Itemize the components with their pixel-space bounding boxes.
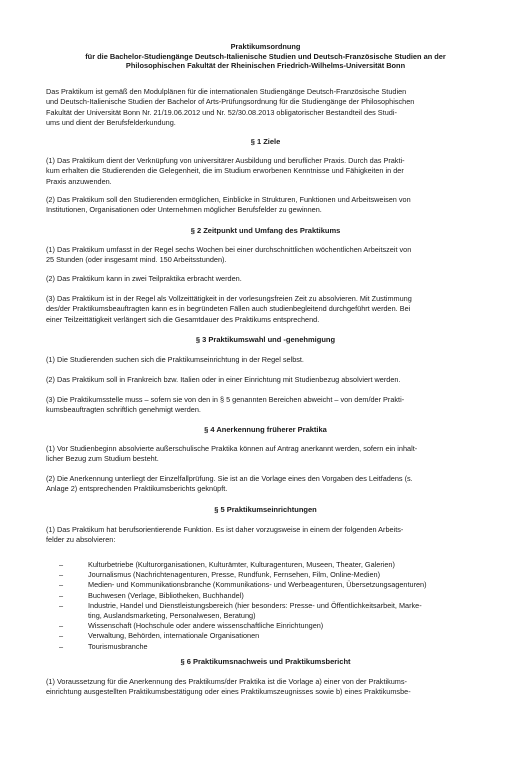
- section-4-paragraph-1: [46, 444, 485, 465]
- text-line: licher Bezug zum Studium besteht.: [46, 454, 159, 464]
- dash-bullet: –: [59, 560, 64, 569]
- section-2-paragraph-2: [46, 274, 485, 284]
- list-item: [46, 601, 485, 621]
- section-1-paragraph-2: [46, 195, 485, 216]
- list-item-text: Medien- und Kommunikationsbranche (Kommunikations- und Werbeagenturen, Übersetzungsagenturen): [88, 580, 427, 590]
- list-item: [46, 631, 485, 641]
- section-6-heading: § 6 Praktikumsnachweis und Praktikumsbericht: [180, 657, 351, 666]
- list-item: [46, 621, 485, 631]
- list-item-text: Journalismus (Nachrichtenagenturen, Presse, Rundfunk, Fernsehen, Film, Online-Medien): [88, 570, 381, 580]
- text-line: (2) Das Praktikum kann in zwei Teilpraktika erbracht werden.: [46, 274, 242, 283]
- text-line: felder zu absolvieren:: [46, 535, 116, 545]
- section-1-heading: § 1 Ziele: [250, 137, 281, 146]
- title-line-3: Philosophischen Fakultät der Rheinischen Friedrich-Wilhelms-Universität Bonn: [125, 61, 406, 71]
- text-line: Das Praktikum ist gemäß den Modulplänen für die internationalen Studiengänge Deutsch-Französische Studien: [46, 87, 407, 96]
- dash-bullet: –: [59, 570, 64, 580]
- text-line: Praxis anzuwenden.: [46, 176, 112, 186]
- title-line-2: für die Bachelor-Studiengänge Deutsch-Italienische Studien und Deutsch-Französische Studien an der: [85, 51, 446, 61]
- text-line: 25 Stunden (oder insgesamt mind. 150 Arbeitsstunden).: [46, 255, 227, 265]
- text-line: ums und dient der Berufsfelderkundung.: [46, 118, 176, 128]
- section-3-paragraph-2: [46, 375, 485, 385]
- list-item-text: Wissenschaft (Hochschule oder andere wissenschaftliche Einrichtungen): [88, 621, 324, 631]
- text-line: kum erhalten die Studierenden die Gelegenheit, die im Studium erworbenen Kenntnisse und Fähigkeiten in der: [46, 166, 404, 176]
- text-line: einer Teilzeittätigkeit verlängert sich die Gesamtdauer des Praktikums entsprechend.: [46, 314, 320, 324]
- text-line: (3) Das Praktikum ist in der Regel als Vollzeittätigkeit in der vorlesungsfreien Zeit zu absolvieren. Mit Zustimmung: [46, 294, 412, 303]
- text-line: des/der Praktikumsbeauftragten kann es in begründeten Fällen auch studienbegleitend durchgeführt werden. Bei: [46, 304, 411, 314]
- section-2-heading: § 2 Zeitpunkt und Umfang des Praktikums: [190, 226, 341, 235]
- section-3-paragraph-3: [46, 395, 485, 416]
- list-item-continuation: ting, Auslandsmarketing, Personalwesen, Beratung): [88, 611, 256, 621]
- list-item: [46, 560, 485, 570]
- text-line: (3) Die Praktikumsstelle muss – sofern sie von den in § 5 genannten Bereichen abweicht – von dem/der Prakti-: [46, 395, 405, 404]
- text-line: und Deutsch-Italienische Studien der Bachelor of Arts-Prüfungsordnung für die Studiengänge der Philosophischen: [46, 97, 415, 107]
- text-line: (2) Das Praktikum soll den Studierenden ermöglichen, Einblicke in Strukturen, Funktionen und Arbeitsweisen von: [46, 195, 411, 204]
- list-item-text: Verwaltung, Behörden, internationale Organisationen: [88, 631, 260, 641]
- list-item-text: Industrie, Handel und Dienstleistungsbereich (hier besonders: Presse- und Öffentlichkeitsarbeit, Marke-: [88, 600, 422, 610]
- document-title: [46, 42, 485, 71]
- text-line: Fakultät der Universität Bonn Nr. 21/19.06.2012 und Nr. 52/30.08.2013 obligatorischer Bestandteil des Studi-: [46, 107, 397, 117]
- dash-bullet: –: [59, 590, 64, 600]
- list-item-text: Kulturbetriebe (Kulturorganisationen, Kulturämter, Kulturagenturen, Museen, Theater, Galerien): [88, 560, 395, 569]
- list-item: [46, 591, 485, 601]
- section-3-paragraph-1: [46, 355, 485, 365]
- text-line: (1) Vor Studienbeginn absolvierte außerschulische Praktika können auf Antrag anerkannt werden, sofern ein inhalt-: [46, 444, 418, 453]
- list-item: [46, 580, 485, 590]
- section-2-paragraph-3: [46, 294, 485, 325]
- text-line: einrichtung ausgestellten Praktikumsbestätigung oder eines Praktikumszeugnisses sowie b) eines Praktikumsbe-: [46, 687, 411, 697]
- section-1-paragraph-1: [46, 156, 485, 187]
- title-line-1: Praktikumsordnung: [230, 42, 301, 51]
- dash-bullet: –: [59, 621, 64, 631]
- text-line: Institutionen, Organisationen oder Unternehmen möglicher Berufsfelder zu gewinnen.: [46, 205, 322, 215]
- text-line: kumsbeauftragten schriftlich genehmigt werden.: [46, 405, 201, 415]
- text-line: (1) Die Studierenden suchen sich die Praktikumseinrichtung in der Regel selbst.: [46, 355, 304, 364]
- dash-bullet: –: [59, 641, 64, 651]
- list-item: [46, 570, 485, 580]
- section-5-heading: § 5 Praktikumseinrichtungen: [214, 505, 317, 514]
- text-line: (2) Das Praktikum soll in Frankreich bzw. Italien oder in einer Einrichtung mit Studienbezug absolviert werden.: [46, 375, 401, 384]
- list-item-text: Buchwesen (Verlage, Bibliotheken, Buchhandel): [88, 590, 244, 600]
- list-item: [46, 642, 485, 652]
- list-item-text: Tourismusbranche: [88, 641, 148, 651]
- dash-bullet: –: [59, 631, 64, 641]
- text-line: (1) Voraussetzung für die Anerkennung des Praktikums/der Praktika ist die Vorlage a) einer von der Praktikums-: [46, 677, 407, 686]
- text-line: (1) Das Praktikum umfasst in der Regel sechs Wochen bei einer durchschnittlichen wöchentlichen Arbeitszeit von: [46, 245, 412, 254]
- section-6-paragraph-1: [46, 677, 485, 698]
- section-2-paragraph-1: [46, 245, 485, 266]
- dash-bullet: –: [59, 580, 64, 590]
- intro-paragraph: [46, 87, 485, 129]
- dash-bullet: –: [59, 600, 64, 610]
- section-5-paragraph-1: [46, 525, 485, 546]
- text-line: (1) Das Praktikum dient der Verknüpfung von universitärer Ausbildung und beruflicher Praxis. Durch das Prakti-: [46, 156, 405, 165]
- section-3-heading: § 3 Praktikumswahl und -genehmigung: [195, 335, 336, 344]
- text-line: (1) Das Praktikum hat berufsorientierende Funktion. Es ist daher vorzugsweise in einem der folgenden Arbeits-: [46, 525, 404, 534]
- section-4-heading: § 4 Anerkennung früherer Praktika: [204, 425, 327, 434]
- text-line: (2) Die Anerkennung unterliegt der Einzelfallprüfung. Sie ist an die Vorlage eines den Vorgaben des Leitfadens (s.: [46, 474, 413, 483]
- text-line: Anlage 2) entsprechenden Praktikumsberichts geknüpft.: [46, 484, 228, 494]
- work-fields-list: [46, 560, 485, 652]
- section-4-paragraph-2: [46, 474, 485, 495]
